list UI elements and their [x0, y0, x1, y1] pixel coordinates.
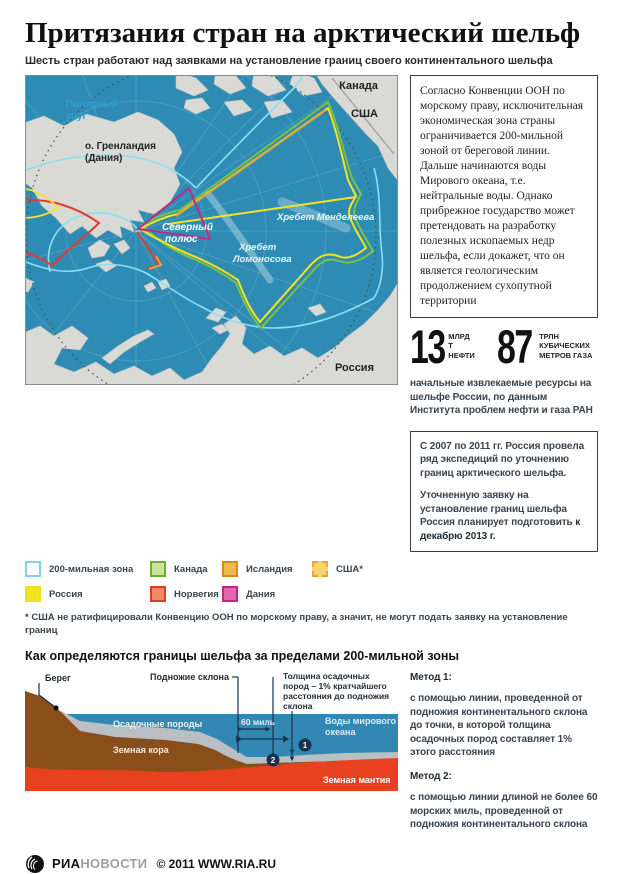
- map-legend: [25, 561, 398, 602]
- mantle-label: Земная мантия: [323, 774, 391, 785]
- legend-item-zone: [25, 561, 150, 577]
- map-label-greenland-2: (Дания): [85, 153, 123, 165]
- legend-label: США*: [336, 563, 363, 575]
- oil-unit-line1: МЛРД Т: [448, 331, 470, 351]
- oil-unit-line2: НЕФТИ: [448, 351, 475, 361]
- map-label-lomonosov-2: Ломоносова: [233, 254, 292, 266]
- legend-item-canada: [150, 561, 222, 577]
- map-label-north-pole-1: Северный: [162, 222, 213, 234]
- shore-dot: [53, 705, 58, 710]
- thickness-line3: расстояния до подножия: [283, 690, 390, 701]
- expedition-p2-text: Уточненную заявку на установление границ шельфа Россия планирует подготовить: [420, 490, 576, 529]
- marker-1: [299, 738, 312, 751]
- usa-swatch: [312, 561, 328, 577]
- denmark-swatch: [222, 586, 238, 602]
- map-label-greenland-1: о. Гренландия: [85, 141, 156, 153]
- stats-caption: начальные извлекаемые ресурсы на шельфе России, по данным Института проблем нефти и газа РАН: [410, 378, 593, 417]
- map-column: [25, 75, 398, 552]
- page-title: Притязания стран на арктический шельф: [25, 17, 581, 49]
- brand-novosti: НОВОСТИ: [80, 856, 148, 872]
- legend-item-denmark: [222, 586, 312, 602]
- method-1-text: с помощью линии, проведенной от подножия континентального склона до точки, в которой толщина осадочных пород составляет 1% этого расстояния: [410, 693, 588, 759]
- crust-label: Земная кора: [113, 744, 169, 755]
- arctic-map-svg: [26, 76, 397, 384]
- map-label-mendeleev: Хребет Менделеева: [277, 212, 375, 224]
- oil-stat: [410, 319, 475, 373]
- map-label-polar-circle-2: круг: [66, 111, 87, 123]
- zone-swatch: [25, 561, 41, 577]
- legend-item-usa: [312, 561, 398, 577]
- legend-label: Дания: [246, 588, 276, 600]
- method-2-title: Метод 2:: [410, 770, 452, 782]
- oil-unit: [448, 332, 475, 361]
- ria-globe-icon: [25, 854, 45, 874]
- footer-copyright: © 2011 WWW.RIA.RU: [156, 856, 276, 871]
- legend-item-iceland: [222, 561, 312, 577]
- resource-stats: [410, 319, 598, 373]
- thickness-line1: Толщина осадочных: [283, 670, 370, 681]
- thickness-label: [283, 671, 389, 711]
- canada-swatch: [150, 561, 166, 577]
- arctic-map: [25, 75, 398, 385]
- marker-2: [267, 753, 280, 766]
- slope-foot-label: Подножие склона: [150, 671, 229, 682]
- iceland-swatch: [222, 561, 238, 577]
- gas-unit-line1: ТРЛН КУБИЧЕСКИХ: [539, 331, 590, 351]
- russia-swatch: [25, 586, 41, 602]
- map-label-polar-circle-1: Полярный: [66, 99, 119, 111]
- ocean-label-1: Воды мирового: [325, 715, 397, 726]
- legend-item-russia: [25, 586, 150, 602]
- shore-label: Берег: [45, 672, 71, 683]
- legend-label: 200-мильная зона: [49, 563, 134, 575]
- shelf-diagram-svg: [25, 669, 398, 791]
- convention-text-box: Согласно Конвенции ООН по морскому праву, исключительная экономическая зона страны ограничивается 200-мильной зоной от береговой линии. Дальше начинаются воды Мирового океана, т.е. нейтральные воды. Однако прибрежное государство может претендовать на разработку полезных ископаемых недр шельфа, если докажет, что он является геологическим продолжением сухопутной территории: [410, 75, 598, 317]
- legend-label: Канада: [174, 563, 208, 575]
- gas-unit-line2: МЕТРОВ ГАЗА: [539, 351, 593, 361]
- map-label-usa: США: [351, 108, 378, 121]
- brand-ria: РИА: [52, 856, 81, 872]
- map-label-north-pole-2: полюс: [165, 234, 198, 246]
- legend-item-norway: [150, 586, 222, 602]
- legend-label: Россия: [49, 588, 83, 600]
- shelf-diagram: [25, 669, 398, 842]
- bottom-row: [25, 669, 598, 842]
- gas-stat: [496, 319, 598, 373]
- expedition-box: [410, 431, 598, 553]
- map-label-russia: Россия: [334, 362, 374, 375]
- page-subtitle: Шесть стран работают над заявками на установление границ своего континентального шельфа: [25, 55, 553, 68]
- map-label-canada: Канада: [339, 80, 378, 93]
- oil-value: 13: [410, 319, 445, 373]
- main-row: [25, 75, 598, 552]
- gas-value: 87: [496, 319, 532, 373]
- expedition-p1: С 2007 по 2011 гг. Россия провела ряд экспедиций по уточнению границ арктического шельфа.: [420, 440, 585, 479]
- legend-label: Норвегия: [174, 588, 219, 600]
- legend-label: Исландия: [246, 563, 293, 575]
- miles-label: 60 миль: [241, 716, 275, 727]
- map-label-lomonosov-1: Хребет: [239, 242, 277, 254]
- thickness-line4: склона: [283, 700, 313, 711]
- thickness-line2: пород – 1% кратчайшего: [283, 680, 387, 691]
- footer: [25, 854, 598, 874]
- shelf-section-heading: Как определяются границы шельфа за пределами 200-мильной зоны: [25, 648, 460, 663]
- expedition-p2-bold: к декабрю 2013 г.: [420, 517, 581, 542]
- marker-1-number: 1: [302, 740, 308, 750]
- footer-brand: [52, 856, 147, 871]
- gas-unit: [539, 332, 598, 361]
- method-1-title: Метод 1:: [410, 671, 452, 683]
- methods-column: [410, 669, 598, 842]
- ocean-label-2: океана: [325, 726, 356, 737]
- right-column: [410, 75, 598, 552]
- method-2-text: с помощью линии длиной не более 60 морских миль, проведенной от подножия континентального склона: [410, 792, 598, 831]
- norway-swatch: [150, 586, 166, 602]
- marker-2-number: 2: [270, 755, 276, 765]
- expedition-p2: [420, 489, 588, 543]
- sediment-label: Осадочные породы: [113, 718, 203, 729]
- usa-footnote: * США не ратифицировали Конвенцию ООН по морскому праву, а значит, не могут подать заявку на установление границ: [25, 612, 568, 637]
